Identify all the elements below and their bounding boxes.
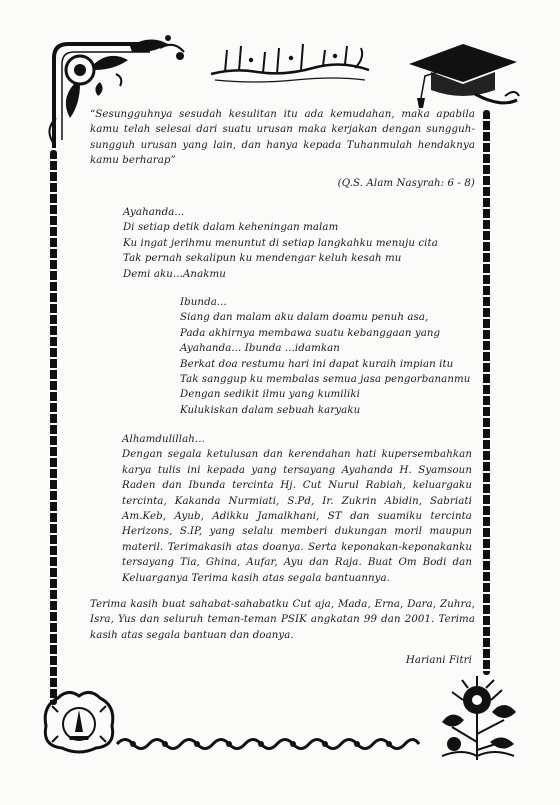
bottom-ornamental-border bbox=[115, 733, 420, 755]
poem-line: Di setiap detik dalam keheningan malam bbox=[123, 222, 339, 234]
poem-line: Ayahanda... bbox=[123, 207, 185, 218]
poem-line: Pada akhirnya membawa suatu kebanggaan yang bbox=[180, 327, 441, 339]
poem-line: Demi aku...Anakmu bbox=[123, 268, 226, 280]
quote-reference: (Q.S. Alam Nasyrah: 6 - 8) bbox=[337, 178, 475, 189]
poem-line: Ibunda... bbox=[180, 297, 227, 308]
poem-line: Berkat doa restumu hari ini dapat kuraih impian itu bbox=[180, 358, 454, 370]
bismillah-calligraphy-icon bbox=[205, 38, 375, 86]
thanks-section bbox=[122, 432, 472, 586]
flower-bouquet-icon bbox=[432, 672, 522, 762]
poem-line: Tak pernah sekalipun ku mendengar keluh kesah mu bbox=[123, 253, 402, 265]
university-emblem-icon bbox=[38, 686, 120, 756]
poem-line: Siang dan malam aku dalam doamu penuh asa, bbox=[180, 312, 429, 324]
quran-quote: “Sesungguhnya sesudah kesulitan itu ada kemudahan, maka apabila kamu telah selesai dari suatu urusan maka kerjakan dengan sungguh-sungguh urusan yang lain, dan hanya kepada Tuhanmulah hendaknya kamu berharap” bbox=[90, 109, 475, 167]
poem-line: Ku ingat jerihmu menuntut di setiap langkahku menuju cita bbox=[123, 237, 438, 249]
left-chain-border bbox=[50, 150, 57, 705]
poem-father bbox=[123, 205, 453, 282]
thanks-paragraph: Dengan segala ketulusan dan kerendahan hati kupersembahkan karya tulis ini kepada yang tersayang Ayahanda H. Syamsoun Raden dan Ibunda tercinta Hj. Cut Nurul Rabiah, keluargaku tercinta, Kakanda Nurmiati, S.Pd, Ir. Zukrin Abidin, Sabriati Am.Keb, Ayub, Adikku Jamalkhani, ST dan suamiku tercinta Herizons, S.IP, yang selalu memberi dukungan moril maupun materil. Terimakasih atas doanya. Serta keponakan-keponakanku tersayang Tia, Ghina, Aufar, Ayu dan Raja. Buat Om Bodi dan Keluarganya Terima kasih atas segala bantuannya. bbox=[122, 449, 472, 584]
graduation-cap-icon bbox=[405, 38, 520, 113]
poem-mother bbox=[180, 295, 475, 418]
friends-paragraph: Terima kasih buat sahabat-sahabatku Cut aja, Mada, Erna, Dara, Zuhra, Isra, Yus dan seluruh teman-teman PSIK angkatan 99 dan 2001. Terima kasih atas segala bantuan dan doanya. bbox=[90, 599, 475, 641]
poem-line: Ayahanda... Ibunda ...idamkan bbox=[180, 343, 340, 355]
right-chain-border bbox=[483, 110, 490, 675]
poem-line: Dengan sedikit ilmu yang kumiliki bbox=[180, 389, 360, 401]
author-signature: Hariani Fitri bbox=[405, 655, 472, 666]
poem-line: Tak sanggup ku membalas semua jasa pengorbananmu bbox=[180, 374, 471, 386]
thanks-heading: Alhamdulillah... bbox=[122, 434, 205, 445]
poem-line: Kulukiskan dalam sebuah karyaku bbox=[180, 404, 361, 416]
